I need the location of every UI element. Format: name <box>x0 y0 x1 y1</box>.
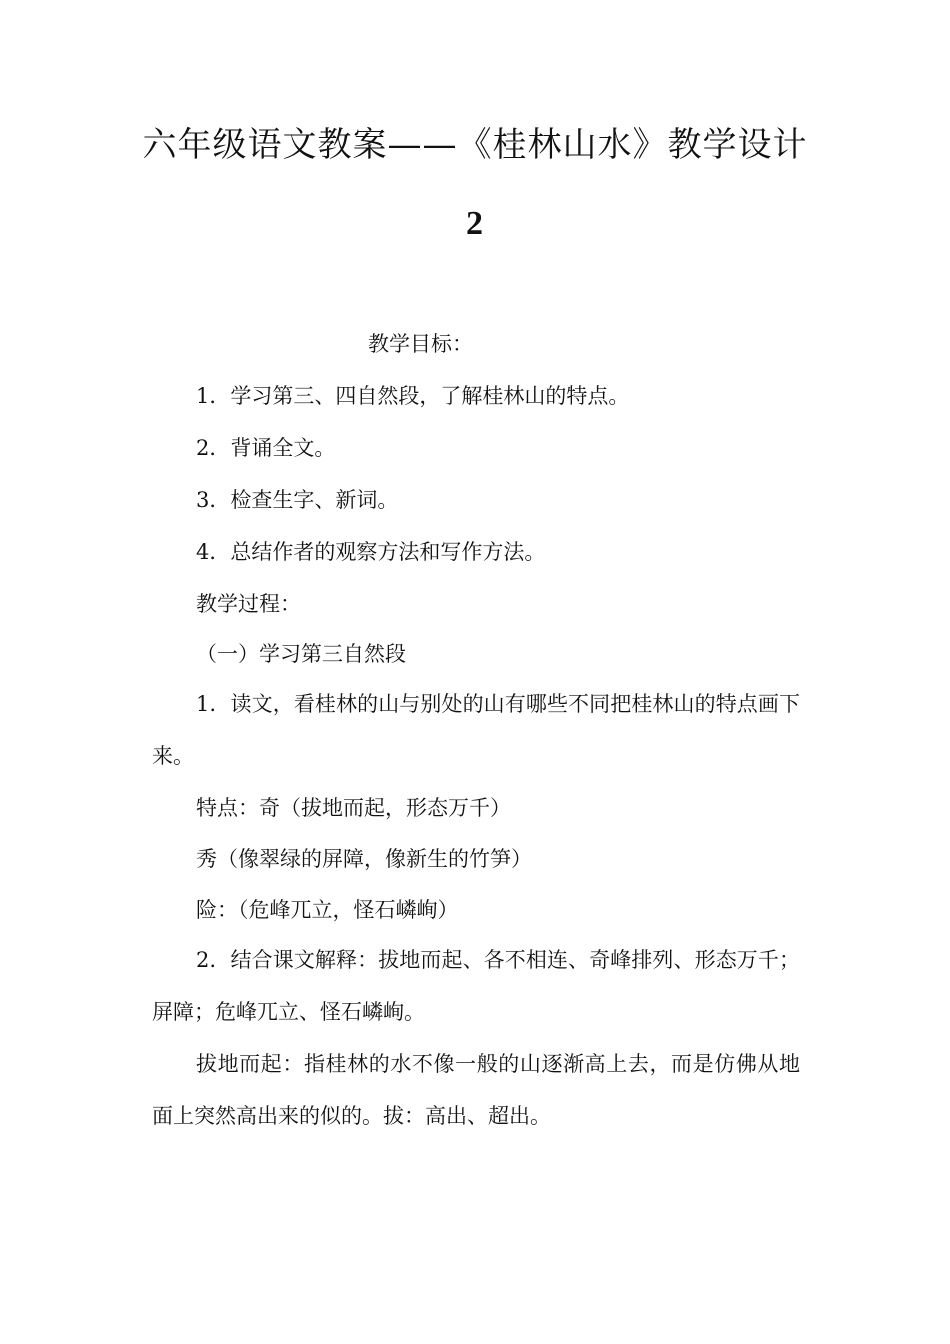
section-one-heading: （一）学习第三自然段 <box>196 642 406 666</box>
step-2-paragraph: 2．结合课文解释：拔地而起、各不相连、奇峰排列、形态万千；屏障；危峰兀立、怪石嶙峋。 <box>152 948 800 1024</box>
goal-item-3: 3．检查生字、新词。 <box>196 488 399 512</box>
goal-item-4: 4．总结作者的观察方法和写作方法。 <box>196 540 546 564</box>
document-title-number: 2 <box>466 205 484 242</box>
heading-process: 教学过程： <box>196 592 301 616</box>
feature-xian: 险：（危峰兀立，怪石嶙峋） <box>196 898 459 922</box>
document-title: 六年级语文教案——《桂林山水》教学设计 <box>142 125 808 165</box>
goal-item-2: 2．背诵全文。 <box>196 436 336 460</box>
step-1-paragraph: 1．读文，看桂林的山与别处的山有哪些不同把桂林山的特点画下来。 <box>152 692 800 768</box>
heading-goals: 教学目标： <box>368 332 473 356</box>
explain-badi-paragraph: 拔地而起：指桂林的水不像一般的山逐渐高上去，而是仿佛从地面上突然高出来的似的。拔：高出、超出。 <box>152 1052 800 1128</box>
feature-xiu: 秀（像翠绿的屏障，像新生的竹笋） <box>196 847 532 871</box>
feature-qi: 特点：奇（拔地而起，形态万千） <box>196 796 511 820</box>
goal-item-1: 1．学习第三、四自然段，了解桂林山的特点。 <box>196 384 630 408</box>
